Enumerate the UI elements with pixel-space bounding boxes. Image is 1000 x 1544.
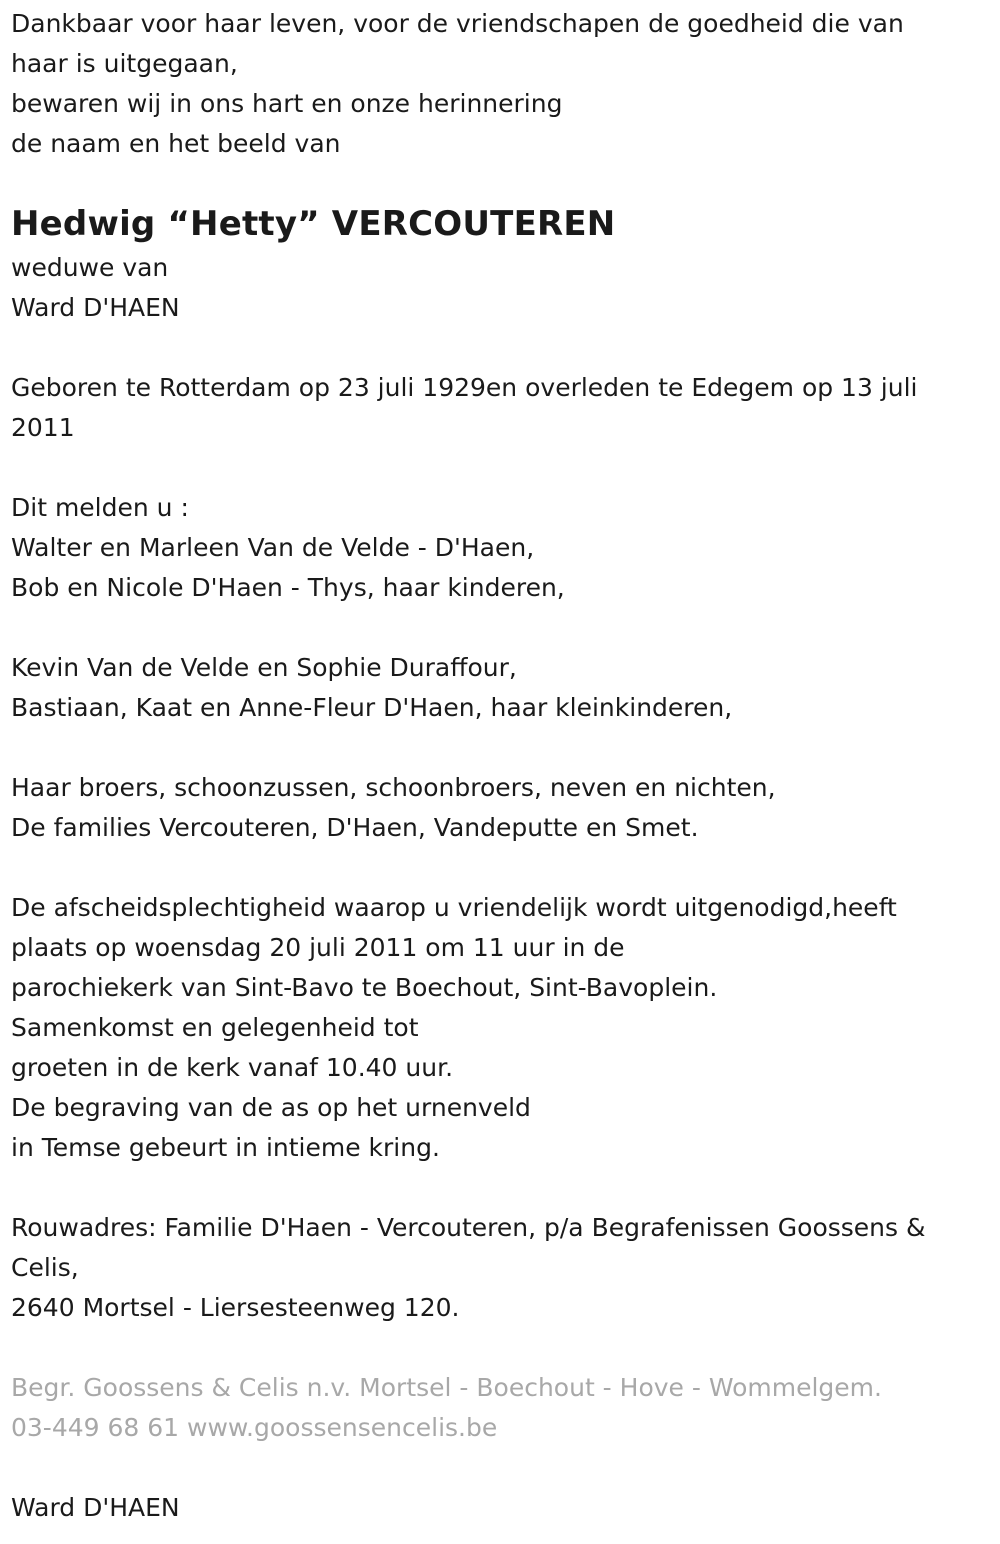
ceremony-line: Samenkomst en gelegenheid tot (11, 1013, 419, 1042)
birth-death-line: Geboren te Rotterdam op 23 juli 1929en overleden te Edegem op 13 juli (11, 373, 918, 402)
footer-name: Ward D'HAEN (11, 1493, 180, 1522)
footer-section (11, 1488, 989, 1528)
ceremony-line: groeten in de kerk vanaf 10.40 uur. (11, 1053, 454, 1082)
ceremony-line: plaats op woensdag 20 juli 2011 om 11 uur in de (11, 933, 625, 962)
intro-line: bewaren wij in ons hart en onze herinnering (11, 89, 563, 118)
address-section (11, 1208, 989, 1328)
intro-section (11, 4, 989, 164)
funeral-home-contact: 03-449 68 61 www.goossensencelis.be (11, 1413, 498, 1442)
birth-death-line: 2011 (11, 413, 75, 442)
announcement-line: Dit melden u : (11, 493, 189, 522)
address-line: 2640 Mortsel - Liersesteenweg 120. (11, 1293, 460, 1322)
intro-line: Dankbaar voor haar leven, voor de vriendschapen de goedheid die van (11, 9, 904, 38)
deceased-name: Hedwig “Hetty” VERCOUTEREN (11, 204, 616, 244)
family-line: De families Vercouteren, D'Haen, Vandeputte en Smet. (11, 813, 699, 842)
deceased-spouse: Ward D'HAEN (11, 293, 180, 322)
announcement-line: Bob en Nicole D'Haen - Thys, haar kinderen, (11, 573, 565, 602)
funeral-home-line: Begr. Goossens & Celis n.v. Mortsel - Boechout - Hove - Wommelgem. (11, 1373, 882, 1402)
birth-death-section (11, 368, 989, 448)
announcement-section (11, 488, 989, 608)
obituary-document (11, 4, 989, 1528)
family-line: Haar broers, schoonzussen, schoonbroers, neven en nichten, (11, 773, 776, 802)
ceremony-line: De afscheidsplechtigheid waarop u vriendelijk wordt uitgenodigd,heeft (11, 893, 897, 922)
grandchildren-line: Bastiaan, Kaat en Anne-Fleur D'Haen, haar kleinkinderen, (11, 693, 733, 722)
family-section (11, 768, 989, 848)
intro-line: haar is uitgegaan, (11, 49, 238, 78)
ceremony-line: De begraving van de as op het urnenveld (11, 1093, 531, 1122)
deceased-section (11, 200, 989, 328)
grandchildren-line: Kevin Van de Velde en Sophie Duraffour, (11, 653, 517, 682)
announcement-line: Walter en Marleen Van de Velde - D'Haen, (11, 533, 535, 562)
address-line: Celis, (11, 1253, 79, 1282)
funeral-home-section (11, 1368, 989, 1448)
deceased-relation: weduwe van (11, 253, 169, 282)
ceremony-line: parochiekerk van Sint-Bavo te Boechout, Sint-Bavoplein. (11, 973, 718, 1002)
ceremony-line: in Temse gebeurt in intieme kring. (11, 1133, 440, 1162)
address-line: Rouwadres: Familie D'Haen - Vercouteren, p/a Begrafenissen Goossens & (11, 1213, 926, 1242)
ceremony-section (11, 888, 989, 1168)
grandchildren-section (11, 648, 989, 728)
intro-line: de naam en het beeld van (11, 129, 341, 158)
